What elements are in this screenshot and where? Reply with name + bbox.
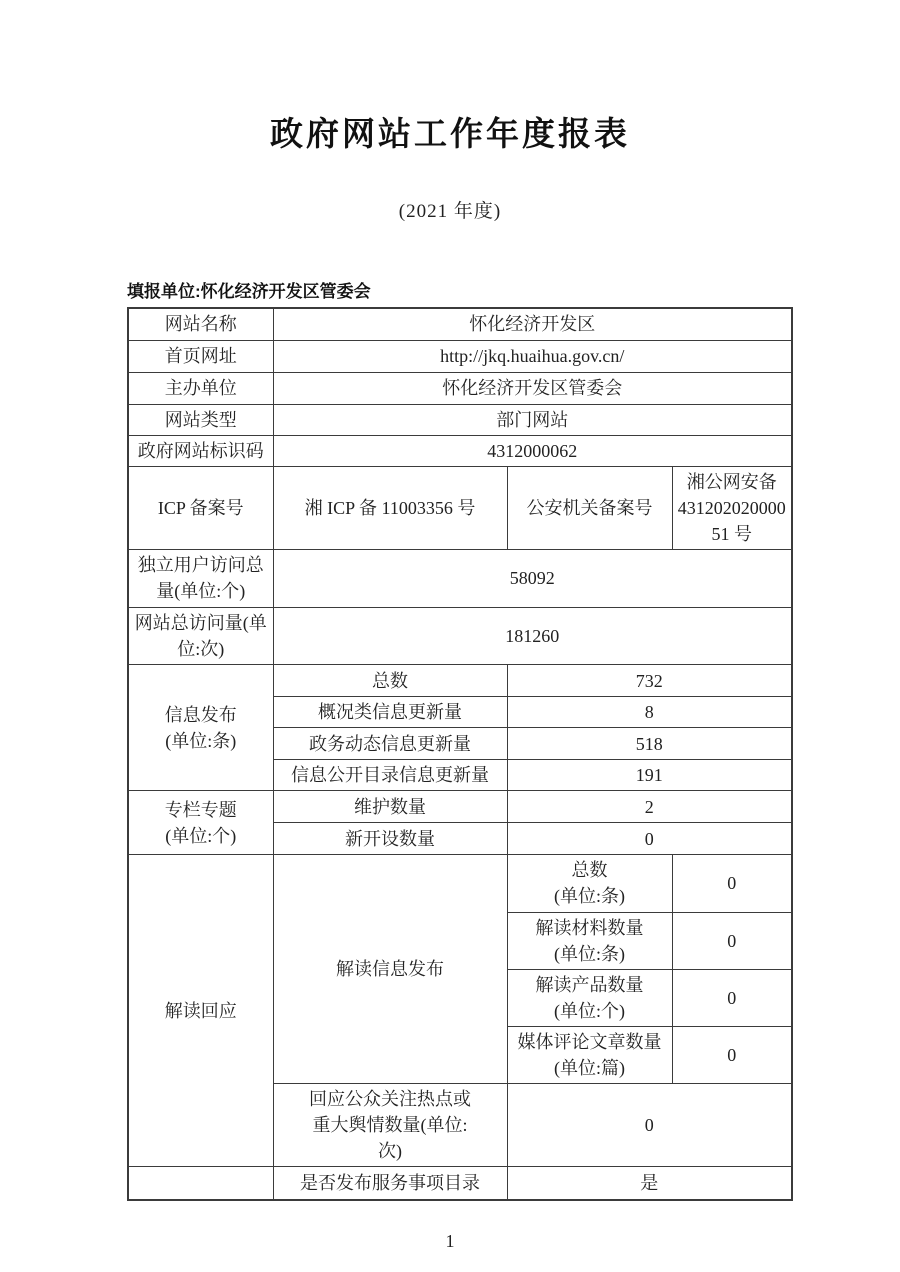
- info-publish-catalog-label-cell: 信息公开目录信息更新量: [273, 760, 507, 791]
- interpretation-material-value-cell: 0: [672, 912, 792, 969]
- total-visits-label-cell: 网站总访问量(单位:次): [128, 607, 273, 664]
- interpretation-publish-cell: 解读信息发布: [273, 855, 507, 1084]
- interpretation-material-label-cell: [507, 912, 672, 969]
- info-publish-catalog-value-cell: 191: [507, 760, 792, 791]
- site-code-label-cell: 政府网站标识码: [128, 435, 273, 466]
- info-publish-total-value-cell: 732: [507, 665, 792, 697]
- page-title: 政府网站工作年度报表: [270, 115, 630, 152]
- table-row: [128, 435, 792, 466]
- interpretation-media-label: 媒体评论文章数量: [517, 1031, 662, 1052]
- interpretation-total-label: 总数: [571, 860, 608, 881]
- interpretation-group-cell: 解读回应: [128, 855, 273, 1167]
- service-catalog-label-cell: 是否发布服务事项目录: [273, 1167, 507, 1200]
- unique-visitors-label-cell: 独立用户访问总量(单位:个): [128, 549, 273, 607]
- interpretation-material-label: 解读材料数量: [535, 917, 644, 938]
- interpretation-product-label: 解读产品数量: [535, 974, 644, 995]
- special-columns-group-cell: [128, 791, 273, 855]
- page-subtitle: (2021 年度): [398, 201, 502, 222]
- empty-cell: [128, 1167, 273, 1200]
- info-publish-group-cell: [128, 665, 273, 791]
- table-row: [128, 549, 792, 607]
- reporting-unit: 填报单位:怀化经济开发区管委会: [127, 282, 371, 301]
- interpretation-total-label-cell: [507, 855, 672, 912]
- interpretation-media-label-cell: [507, 1026, 672, 1083]
- table-row: [128, 855, 792, 912]
- organizer-value-cell: 怀化经济开发区管委会: [273, 372, 792, 404]
- table-row: [128, 665, 792, 697]
- homepage-url-cell: http://jkq.huaihua.gov.cn/: [273, 340, 792, 372]
- police-record-value-cell: 湘公网安备 43120202000051 号: [672, 466, 792, 549]
- icp-label-cell: ICP 备案号: [128, 466, 273, 549]
- info-publish-news-label-cell: 政务动态信息更新量: [273, 728, 507, 760]
- interpretation-product-label-cell: [507, 969, 672, 1026]
- site-type-label-cell: 网站类型: [128, 404, 273, 435]
- service-catalog-value-cell: 是: [507, 1167, 792, 1200]
- table-row: [128, 791, 792, 823]
- special-columns-new-label-cell: 新开设数量: [273, 823, 507, 855]
- info-publish-overview-value-cell: 8: [507, 697, 792, 728]
- special-columns-maintained-label-cell: 维护数量: [273, 791, 507, 823]
- interpretation-media-value-cell: 0: [672, 1026, 792, 1083]
- interpretation-material-unit: (单位:条): [554, 943, 625, 964]
- table-row: [128, 372, 792, 404]
- table-row: [128, 308, 792, 340]
- hot-response-value-cell: 0: [507, 1084, 792, 1167]
- interpretation-total-unit: (单位:条): [554, 886, 625, 907]
- site-type-value-cell: 部门网站: [273, 404, 792, 435]
- hot-response-label: 回应公众关注热点或重大舆情数量(单位:次): [309, 1089, 471, 1162]
- special-columns-new-value-cell: 0: [507, 823, 792, 855]
- interpretation-total-value-cell: 0: [672, 855, 792, 912]
- organizer-label-cell: 主办单位: [128, 372, 273, 404]
- table-row: [128, 466, 792, 549]
- info-publish-group-unit: (单位:条): [165, 730, 237, 751]
- icp-value-cell: 湘 ICP 备 11003356 号: [273, 466, 507, 549]
- hot-response-label-cell: [273, 1084, 507, 1167]
- table-row: [128, 340, 792, 372]
- table-row: [128, 607, 792, 664]
- special-columns-group-unit: (单位:个): [165, 825, 237, 846]
- unique-visitors-value-cell: 58092: [273, 549, 792, 607]
- table-row: [128, 404, 792, 435]
- total-visits-value-cell: 181260: [273, 607, 792, 664]
- table-row: [128, 1167, 792, 1200]
- site-code-value-cell: 4312000062: [273, 435, 792, 466]
- annual-report-table: [127, 307, 793, 1201]
- special-columns-group-label: 专栏专题: [164, 799, 237, 820]
- homepage-label-cell: 首页网址: [128, 340, 273, 372]
- site-name-value-cell: 怀化经济开发区: [273, 308, 792, 340]
- info-publish-total-label-cell: 总数: [273, 665, 507, 697]
- site-name-label-cell: 网站名称: [128, 308, 273, 340]
- police-record-label-cell: 公安机关备案号: [507, 466, 672, 549]
- info-publish-group-label: 信息发布: [164, 704, 237, 725]
- interpretation-product-value-cell: 0: [672, 969, 792, 1026]
- interpretation-product-unit: (单位:个): [554, 1000, 625, 1021]
- page-number: 1: [445, 1230, 455, 1251]
- info-publish-overview-label-cell: 概况类信息更新量: [273, 697, 507, 728]
- special-columns-maintained-value-cell: 2: [507, 791, 792, 823]
- info-publish-news-value-cell: 518: [507, 728, 792, 760]
- interpretation-media-unit: (单位:篇): [554, 1058, 625, 1078]
